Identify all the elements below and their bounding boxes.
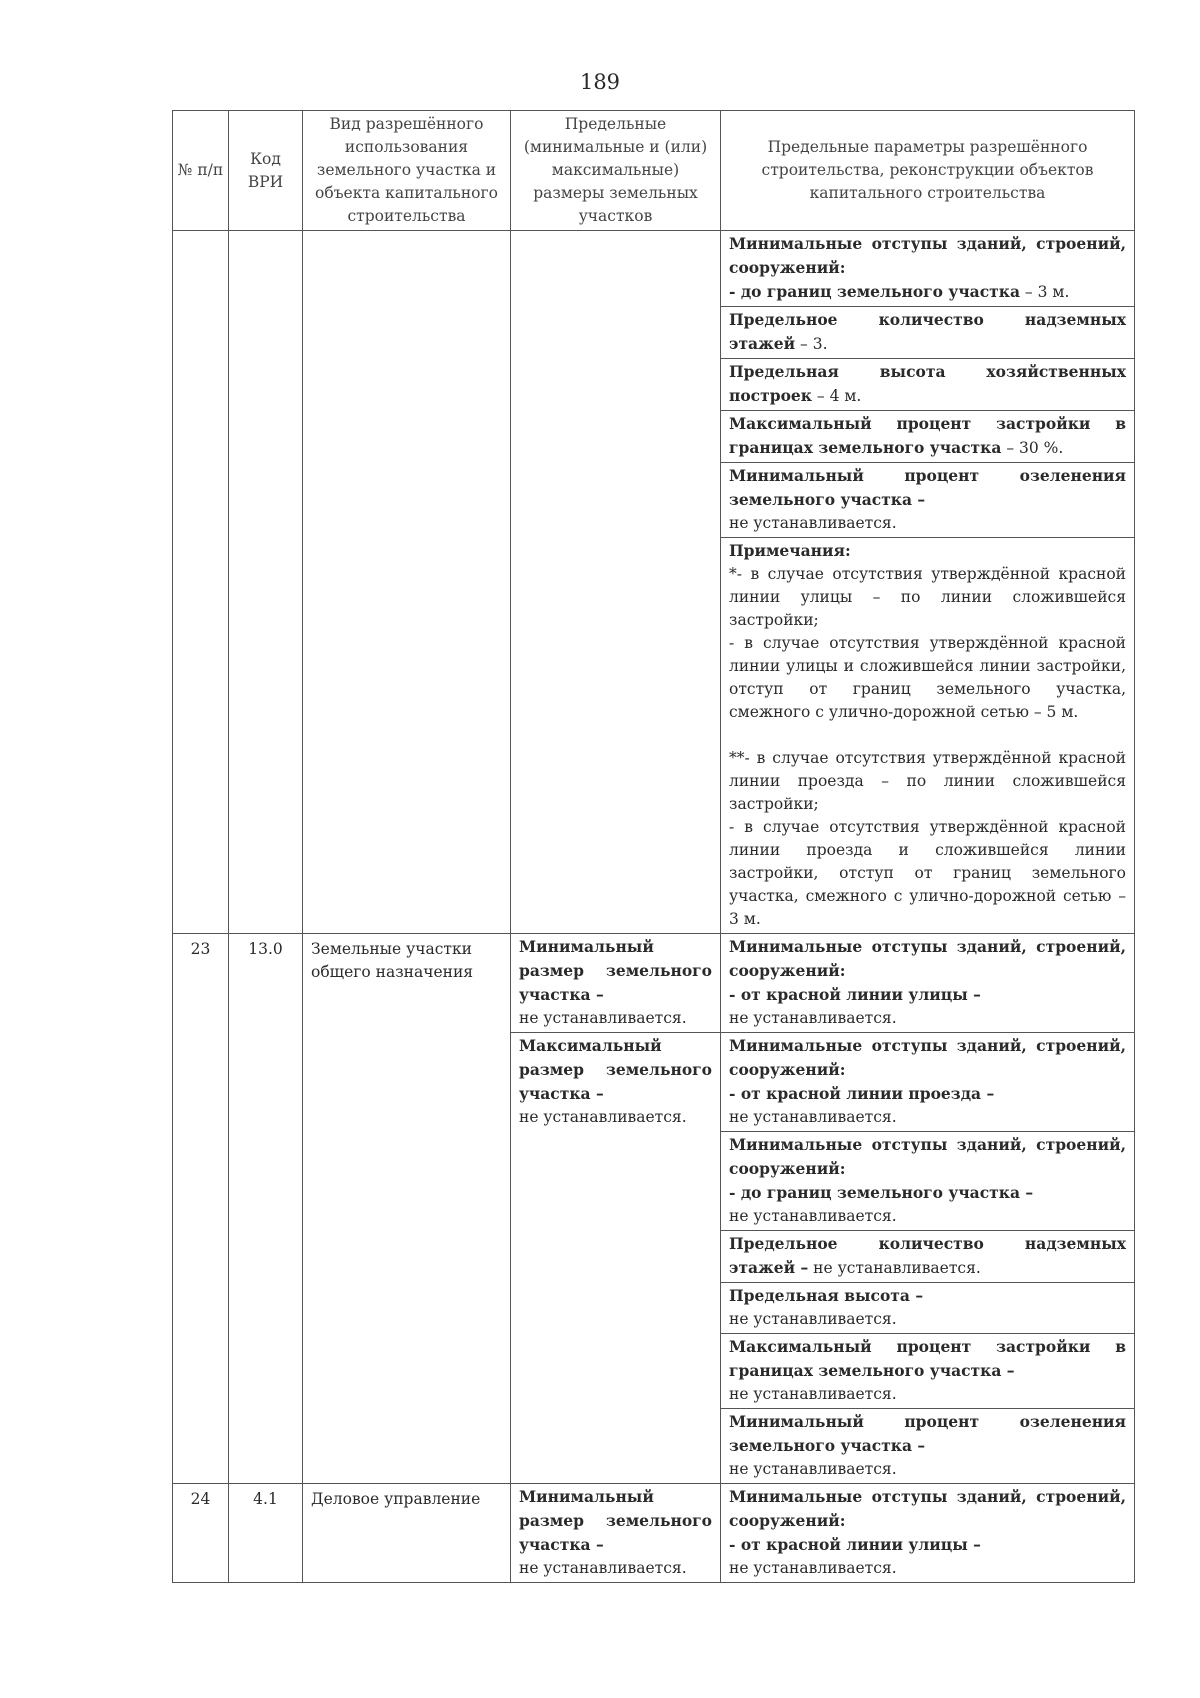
row-sizes <box>511 1484 721 1583</box>
row-code: 13.0 <box>229 934 303 1484</box>
param-block: Предельное количество надземных этажей – 3. <box>721 307 1134 359</box>
regulations-table <box>172 110 1135 1583</box>
size-block: Максимальный размер земельного участка – не устанавливается. <box>519 1036 712 1126</box>
row-params <box>721 1484 1135 1583</box>
header-num: № п/п <box>173 111 229 231</box>
note-line: - в случае отсутствия утверждённой красной линии улицы и сложившейся линии застройки, отступ от границ земельного участка, смежного с улично-дорожной сетью – 5 м. <box>729 634 1126 721</box>
row-sizes <box>511 934 721 1484</box>
param-block: Минимальный процент озеленения земельного участка – не устанавливается. <box>729 1412 1126 1478</box>
header-params: Предельные параметры разрешённого строительства, реконструкции объектов капитального строительства <box>721 111 1135 231</box>
row-code: 4.1 <box>229 1484 303 1583</box>
row-num: 23 <box>173 934 229 1484</box>
param-block: Максимальный процент застройки в границах земельного участка – не устанавливается. <box>721 1334 1134 1409</box>
row-purpose: Земельные участки общего назначения <box>303 934 511 1484</box>
table-row-23 <box>173 934 1135 1484</box>
notes-block <box>721 538 1134 933</box>
param-block: Минимальные отступы зданий, строений, сооружений: - от красной линии улицы – не устанавливается. <box>729 1487 1126 1577</box>
row-num: 24 <box>173 1484 229 1583</box>
cont-num-cell <box>173 231 229 934</box>
note-line: *- в случае отсутствия утверждённой красной линии улицы – по линии сложившейся застройки; <box>729 565 1126 629</box>
param-block: Максимальный процент застройки в границах земельного участка – 30 %. <box>721 411 1134 463</box>
param-block: Предельная высота – не устанавливается. <box>721 1283 1134 1334</box>
size-block: Минимальный размер земельного участка – не устанавливается. <box>519 1487 712 1577</box>
param-block: Предельная высота хозяйственных построек – 4 м. <box>721 359 1134 411</box>
cont-code-cell <box>229 231 303 934</box>
size-block: Минимальный размер земельного участка – не устанавливается. <box>511 934 720 1033</box>
param-block: Минимальный процент озеленения земельного участка – не устанавливается. <box>721 463 1134 538</box>
cont-sizes-cell <box>511 231 721 934</box>
param-block: Предельное количество надземных этажей – не устанавливается. <box>721 1231 1134 1283</box>
cont-params-cell <box>721 231 1135 934</box>
note-line: **- в случае отсутствия утверждённой красной линии проезда – по линии сложившейся застройки; <box>729 749 1126 813</box>
param-block: Минимальные отступы зданий, строений, сооружений: - до границ земельного участка – не устанавливается. <box>721 1132 1134 1231</box>
param-block: Минимальные отступы зданий, строений, сооружений: - до границ земельного участка – 3 м. <box>721 231 1134 307</box>
row-purpose: Деловое управление <box>303 1484 511 1583</box>
header-sizes: Предельные (минимальные и (или) максимальные) размеры земельных участков <box>511 111 721 231</box>
param-block: Минимальные отступы зданий, строений, сооружений: - от красной линии улицы – не устанавливается. <box>721 934 1134 1033</box>
note-line: - в случае отсутствия утверждённой красной линии проезда и сложившейся линии застройки, отступ от границ земельного участка, смежного с улично-дорожной сетью – 3 м. <box>729 818 1126 928</box>
row-params <box>721 934 1135 1484</box>
param-block: Минимальные отступы зданий, строений, сооружений: - от красной линии проезда – не устанавливается. <box>721 1033 1134 1132</box>
header-row <box>173 111 1135 231</box>
notes-title: Примечания: <box>729 541 851 560</box>
page-number: 189 <box>579 70 621 94</box>
cont-purpose-cell <box>303 231 511 934</box>
header-code: Код ВРИ <box>229 111 303 231</box>
table-row-continuation <box>173 231 1135 934</box>
table-row-24 <box>173 1484 1135 1583</box>
header-purpose: Вид разрешённого использования земельного участка и объекта капитального строительства <box>303 111 511 231</box>
